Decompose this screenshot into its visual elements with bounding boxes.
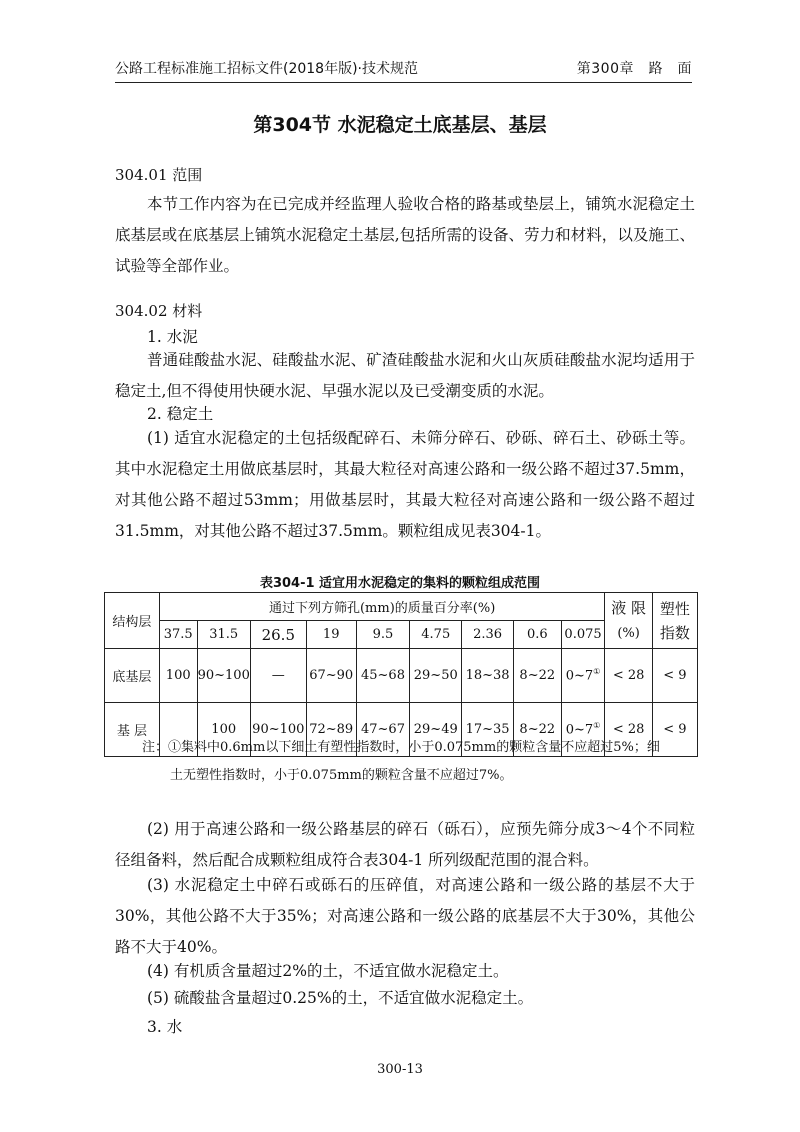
sieve-size: 0.075: [561, 621, 605, 649]
table-cell: 29~50: [410, 649, 462, 703]
table-note-line1: 注：①集料中0.6mm以下细土有塑性指数时，小于0.075mm的颗粒含量不应超过5%；细: [142, 740, 660, 755]
header-doc-title: 公路工程标准施工招标文件(2018年版)·技术规范: [115, 61, 419, 77]
heading-304-01: 304.01 范围: [115, 166, 203, 184]
heading-304-02: 304.02 材料: [115, 302, 203, 320]
table-note-line2: 土无塑性指数时，小于0.075mm的颗粒含量不应超过7%。: [170, 768, 513, 783]
sieve-size: 0.6: [513, 621, 561, 649]
sieve-size: 26.5: [250, 621, 306, 649]
table-cell: 100: [159, 649, 197, 703]
paragraph-soil-4: (4) 有机质含量超过2%的土，不适宜做水泥稳定土。: [147, 962, 509, 980]
page-header: [115, 56, 692, 83]
sieve-size: 37.5: [159, 621, 197, 649]
paragraph-soil-3: (3) 水泥稳定土中碎石或砾石的压碎值，对高速公路和一级公路的基层不大于30%，其他公路不大于35%；对高速公路和一级公路的底基层不大于30%，其他公路不大于40%。: [115, 876, 695, 956]
sieve-size: 9.5: [356, 621, 410, 649]
table-cell: 17~35: [462, 703, 514, 757]
table-cell: 90~100: [197, 649, 250, 703]
footnote-marker: ①: [593, 667, 601, 677]
table-cell: < 9: [652, 703, 697, 757]
table-cell: 90~100: [250, 703, 306, 757]
item-stabilized-soil: 2. 稳定土: [147, 405, 214, 423]
table-cell: 67~90: [306, 649, 356, 703]
item-water: 3. 水: [147, 1018, 183, 1036]
header-struct: 结构层: [105, 593, 160, 649]
table-cell: 0~7①: [561, 649, 605, 703]
sieve-size: 4.75: [410, 621, 462, 649]
table-cell: —: [250, 649, 306, 703]
table-cell: 8~22: [513, 703, 561, 757]
table-cell: 18~38: [462, 649, 514, 703]
table-cell: < 28: [605, 703, 652, 757]
table-cell: 47~67: [356, 703, 410, 757]
sieve-size: 19: [306, 621, 356, 649]
item-cement: 1. 水泥: [147, 328, 198, 346]
header-plasticity-index: 塑性 指数: [652, 593, 697, 649]
row-label: 底基层: [105, 649, 160, 703]
table-cell: < 28: [605, 649, 652, 703]
header-liquid-limit: 液 限 (%): [605, 593, 652, 649]
sieve-size: 2.36: [462, 621, 514, 649]
table-cell: 100: [197, 703, 250, 757]
paragraph-soil-5: (5) 硫酸盐含量超过0.25%的土，不适宜做水泥稳定土。: [147, 989, 534, 1007]
table-cell: 8~22: [513, 649, 561, 703]
table-cell: 72~89: [306, 703, 356, 757]
sieve-size: 31.5: [197, 621, 250, 649]
paragraph-cement: 普通硅酸盐水泥、硅酸盐水泥、矿渣硅酸盐水泥和火山灰质硅酸盐水泥均适用于稳定土,但不得使用快硬水泥、早强水泥以及已受潮变质的水泥。: [115, 351, 695, 400]
table-cell: 45~68: [356, 649, 410, 703]
paragraph-soil-1: (1) 适宜水泥稳定的土包括级配碎石、未筛分碎石、砂砾、碎石土、砂砾土等。其中水泥稳定土用做底基层时，其最大粒径对高速公路和一级公路不超过37.5mm，对其他公路不超过53mm；用做基层时，其最大粒径对高速公路和一级公路不超过31.5mm，对其他公路不超过37.5mm。颗粒组成见表304-1。: [115, 429, 695, 540]
table-caption: 表304-1 适宜用水泥稳定的集料的颗粒组成范围: [259, 576, 541, 591]
table-cell: < 9: [652, 649, 697, 703]
page-number: 300-13: [377, 1062, 423, 1077]
footnote-marker: ①: [593, 721, 601, 731]
row-label: 基 层: [105, 703, 160, 757]
header-chapter: 第300章 路 面: [576, 61, 692, 77]
table-row: [105, 649, 698, 703]
header-sieve: 通过下列方筛孔(mm)的质量百分率(%): [159, 593, 605, 621]
section-title: 第304节 水泥稳定土底基层、基层: [253, 114, 547, 136]
paragraph-scope: 本节工作内容为在已完成并经监理人验收合格的路基或垫层上，铺筑水泥稳定土底基层或在底基层上铺筑水泥稳定土基层,包括所需的设备、劳力和材料，以及施工、试验等全部作业。: [115, 195, 695, 275]
table-cell: 0~7①: [561, 703, 605, 757]
paragraph-soil-2: (2) 用于高速公路和一级公路基层的碎石（砾石），应预先筛分成3～4个不同粒径组备料，然后配合成颗粒组成符合表304-1 所列级配范围的混合料。: [115, 820, 695, 869]
gradation-table: [104, 592, 698, 757]
table-cell: 29~49: [410, 703, 462, 757]
